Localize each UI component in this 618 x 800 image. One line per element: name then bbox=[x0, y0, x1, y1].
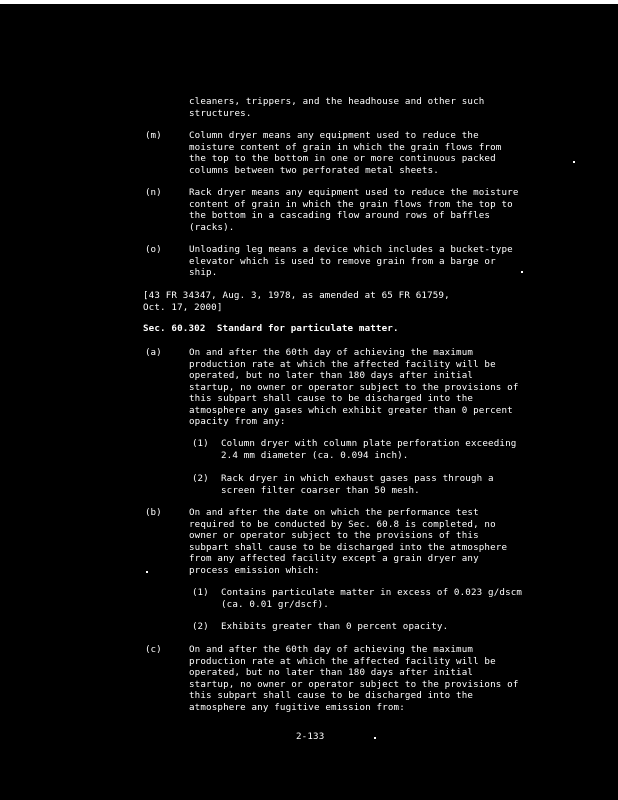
paragraph-label-a: (a) bbox=[145, 347, 162, 358]
paragraph-c-line: On and after the 60th day of achieving the maximum bbox=[189, 644, 474, 655]
definition-n-line: Rack dryer means any equipment used to reduce the moisture bbox=[189, 187, 519, 198]
definition-m-line: moisture content of grain in which the grain flows from bbox=[189, 141, 502, 153]
paragraph-b-line: subpart shall cause to be discharged into the atmosphere bbox=[189, 541, 508, 553]
paragraph-a-line: atmosphere any gases which exhibit greater than 0 percent bbox=[189, 404, 513, 416]
definition-n-line: (racks). bbox=[189, 221, 235, 233]
item-b2-line: Exhibits greater than 0 percent opacity. bbox=[221, 621, 449, 632]
item-label-b2: (2) bbox=[192, 621, 209, 632]
paragraph-a-line: production rate at which the affected facility will be bbox=[189, 358, 496, 370]
item-a2-line: screen filter coarser than 50 mesh. bbox=[221, 484, 420, 496]
definition-m-line: the top to the bottom in one or more continuous packed bbox=[189, 153, 496, 164]
paragraph-a-line: this subpart shall cause to be discharged into the bbox=[189, 393, 474, 404]
definition-label-o: (o) bbox=[145, 244, 162, 255]
definition-n-line: the bottom in a cascading flow around rows of baffles bbox=[189, 210, 491, 221]
definition-label-n: (n) bbox=[145, 187, 162, 198]
page-number: 2-133 bbox=[296, 731, 325, 742]
item-b1-line: Contains particulate matter in excess of 0.023 g/dscm bbox=[221, 587, 523, 598]
item-label-a2: (2) bbox=[192, 473, 209, 484]
definition-m-line: columns between two perforated metal sheets. bbox=[189, 164, 439, 176]
item-a1-line: 2.4 mm diameter (ca. 0.094 inch). bbox=[221, 449, 409, 461]
paragraph-c-line: operated, but no later than 180 days after initial bbox=[189, 667, 474, 678]
paragraph-a-line: startup, no owner or operator subject to the provisions of bbox=[189, 381, 519, 393]
paragraph-b-line: On and after the date on which the performance test bbox=[189, 507, 479, 518]
paragraph-b-line: process emission which: bbox=[189, 564, 320, 576]
paragraph-c-line: atmosphere any fugitive emission from: bbox=[189, 701, 405, 713]
intro-line: cleaners, trippers, and the headhouse and other such bbox=[189, 96, 485, 107]
paragraph-c-line: production rate at which the affected facility will be bbox=[189, 655, 496, 667]
item-b1-line: (ca. 0.01 gr/dscf). bbox=[221, 598, 329, 610]
item-label-b1: (1) bbox=[192, 587, 209, 598]
scan-speck bbox=[146, 571, 148, 573]
paragraph-a-line: opacity from any: bbox=[189, 416, 286, 427]
paragraph-b-line: from any affected facility except a grain dryer any bbox=[189, 553, 479, 564]
definition-o-line: elevator which is used to remove grain from a barge or bbox=[189, 255, 496, 267]
item-a1-line: Column dryer with column plate perforation exceeding bbox=[221, 438, 517, 449]
paragraph-b-line: owner or operator subject to the provisions of this bbox=[189, 530, 479, 541]
definition-m-line: Column dryer means any equipment used to reduce the bbox=[189, 130, 479, 141]
section-heading: Sec. 60.302 Standard for particulate matter. bbox=[143, 323, 399, 334]
scan-speck bbox=[374, 737, 376, 739]
scan-speck bbox=[573, 161, 575, 163]
paragraph-label-b: (b) bbox=[145, 507, 162, 518]
definition-o-line: Unloading leg means a device which includes a bucket-type bbox=[189, 244, 513, 255]
paragraph-label-c: (c) bbox=[145, 644, 162, 655]
definition-o-line: ship. bbox=[189, 267, 218, 278]
citation-line: Oct. 17, 2000] bbox=[143, 301, 223, 313]
item-a2-line: Rack dryer in which exhaust gases pass through a bbox=[221, 473, 494, 484]
paragraph-c-line: startup, no owner or operator subject to the provisions of bbox=[189, 678, 519, 690]
item-label-a1: (1) bbox=[192, 438, 209, 449]
citation-line: [43 FR 34347, Aug. 3, 1978, as amended at 65 FR 61759, bbox=[143, 290, 450, 301]
definition-label-m: (m) bbox=[145, 130, 162, 141]
top-edge-strip bbox=[0, 0, 618, 4]
paragraph-b-line: required to be conducted by Sec. 60.8 is completed, no bbox=[189, 518, 496, 530]
intro-line: structures. bbox=[189, 107, 252, 119]
paragraph-c-line: this subpart shall cause to be discharged into the bbox=[189, 690, 474, 701]
scan-speck bbox=[521, 271, 523, 273]
paragraph-a-line: On and after the 60th day of achieving the maximum bbox=[189, 347, 474, 358]
definition-n-line: content of grain in which the grain flows from the top to bbox=[189, 198, 513, 210]
paragraph-a-line: operated, but no later than 180 days after initial bbox=[189, 370, 474, 381]
